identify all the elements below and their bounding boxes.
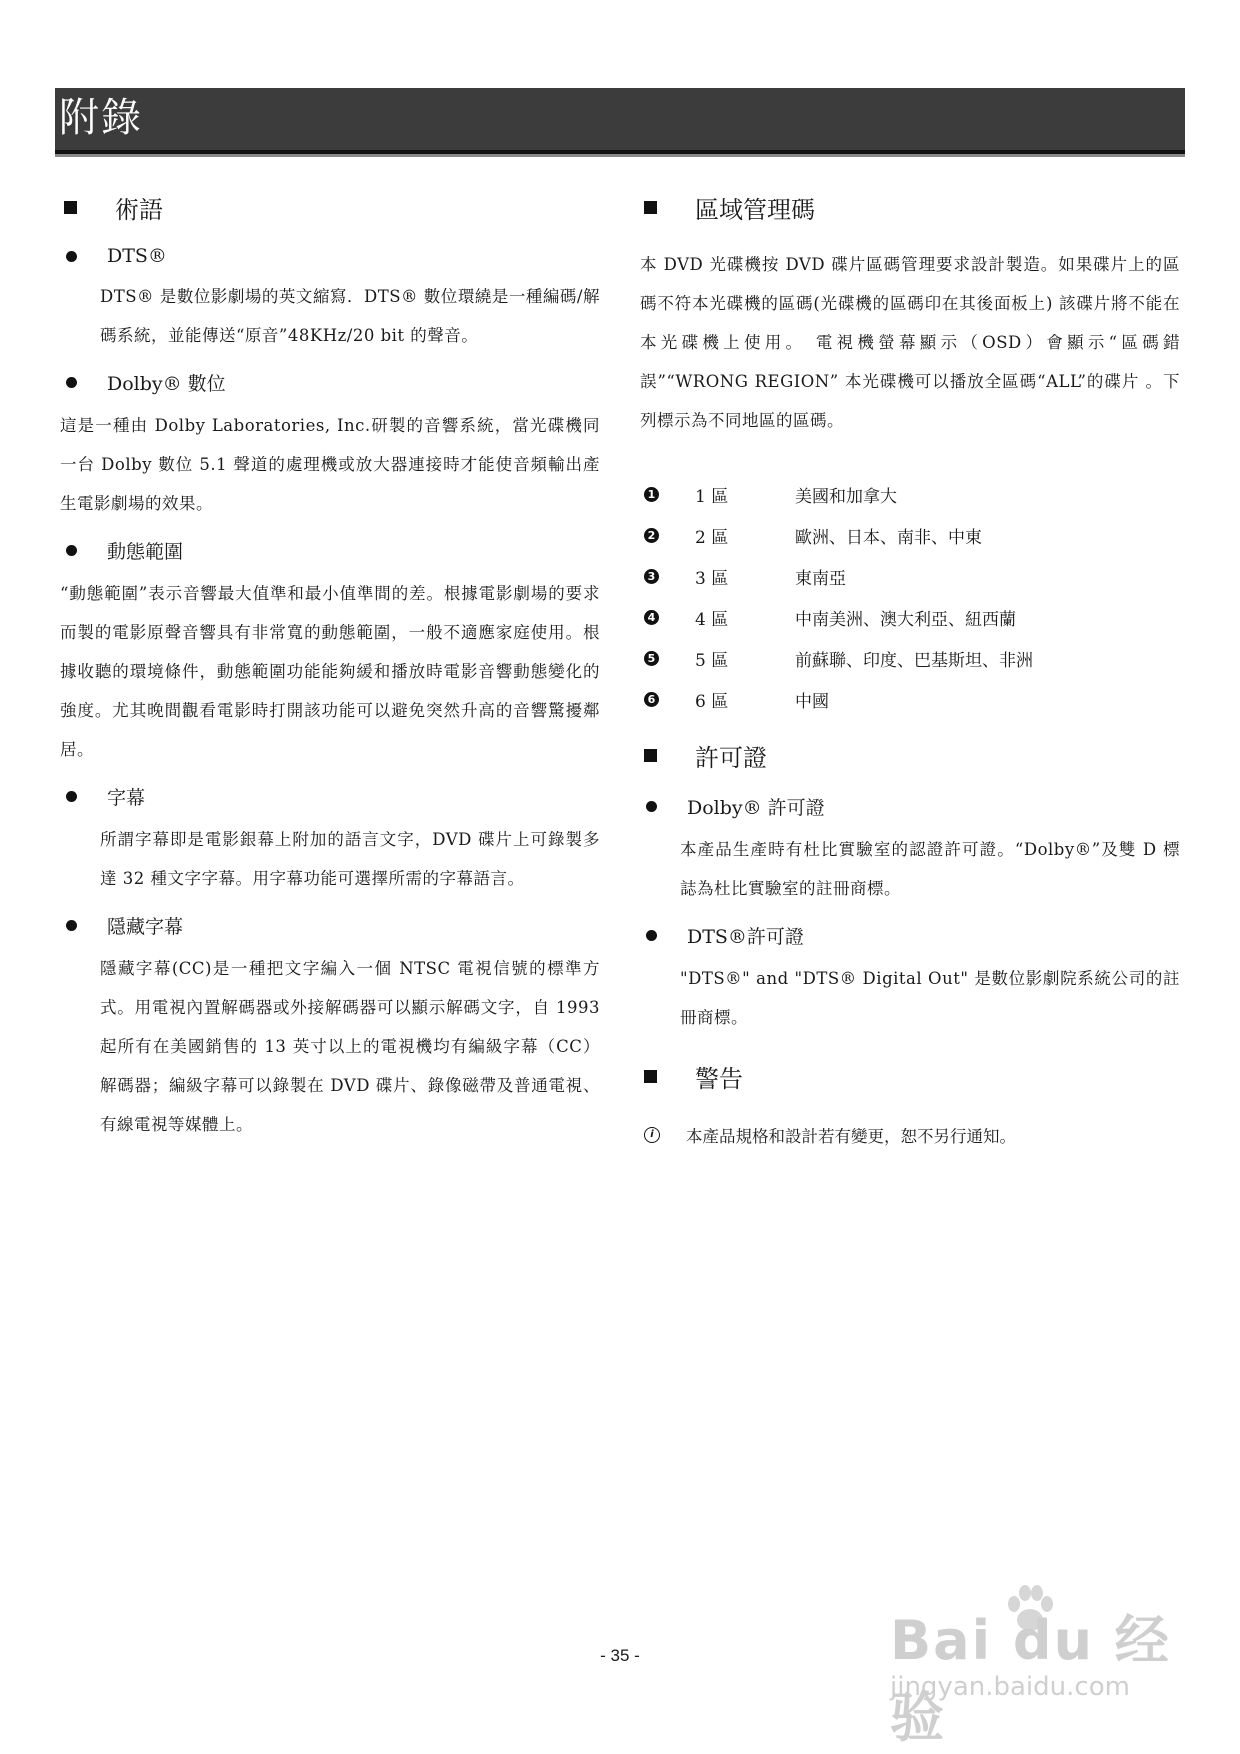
item-title: 字幕 xyxy=(107,787,146,809)
item-title: DTS® xyxy=(107,245,167,267)
round-bullet-icon xyxy=(66,920,77,931)
warning-row xyxy=(640,1114,1180,1155)
license-item-dolby xyxy=(640,793,1180,908)
item-text: “動態範圍”表示音響最大值準和最小值準間的差。根據電影劇場的要求而製的電影原聲音響具有非常寬的動態範圍，一般不適應家庭使用。根據收聽的環境條件，動態範圍功能能夠緩和播放時電影音響動態變化的強度。尤其晚間觀看電影時打開該功能可以避免突然升高的音響驚擾鄰居。 xyxy=(60,584,600,759)
item-text: 本產品生產時有杜比實驗室的認證許可證。“Dolby®”及雙 D 標誌為杜比實驗室的註冊商標。 xyxy=(680,840,1180,898)
item-text: 所謂字幕即是電影銀幕上附加的語言文字，DVD 碟片上可錄製多達 32 種文字字幕。用字幕功能可選擇所需的字幕語言。 xyxy=(100,830,600,888)
region-heading: 區域管理碼 xyxy=(640,190,1180,225)
glossary-item-subtitle xyxy=(60,783,600,898)
round-bullet-icon xyxy=(66,791,77,802)
square-bullet-icon xyxy=(644,201,657,214)
list-item: 6 6 區 中國 xyxy=(640,679,1180,720)
watermark-main: Bai du 经验 xyxy=(890,1609,1171,1749)
list-item: 1 1 區 美國和加拿大 xyxy=(640,474,1180,515)
left-column xyxy=(60,190,600,1144)
page-title: 附錄 xyxy=(59,95,143,141)
glossary-item-closed-caption xyxy=(60,912,600,1144)
list-item: 2 2 區 歐洲、日本、南非、中東 xyxy=(640,515,1180,556)
number-6-icon: 6 xyxy=(644,692,659,707)
right-column xyxy=(640,190,1180,1155)
page-number: - 35 - xyxy=(600,1646,640,1665)
round-bullet-icon xyxy=(66,377,77,388)
item-title: DTS®許可證 xyxy=(687,926,804,948)
item-title: Dolby® 許可證 xyxy=(687,797,825,819)
item-title: Dolby® 數位 xyxy=(107,373,226,395)
square-bullet-icon xyxy=(644,749,657,762)
number-4-icon: 4 xyxy=(644,610,659,625)
glossary-item-dts xyxy=(60,245,600,355)
item-text: "DTS®" and "DTS® Digital Out" 是數位影劇院系統公司的註冊商標。 xyxy=(680,969,1180,1027)
info-icon: i xyxy=(644,1127,660,1143)
header-bar xyxy=(55,88,1185,154)
list-item: 3 3 區 東南亞 xyxy=(640,556,1180,597)
warning-heading: 警告 xyxy=(640,1059,1180,1094)
number-5-icon: 5 xyxy=(644,651,659,666)
license-heading: 許可證 xyxy=(640,738,1180,773)
item-text: DTS® 是數位影劇場的英文縮寫．DTS® 數位環繞是一種編碼/解碼系統，並能傳送“原音”48KHz/20 bit 的聲音。 xyxy=(100,287,600,345)
license-item-dts xyxy=(640,922,1180,1037)
item-title: 隱藏字幕 xyxy=(107,916,184,938)
glossary-heading: 術語 xyxy=(60,190,600,225)
item-text: 隱藏字幕(CC)是一種把文字編入一個 NTSC 電視信號的標準方式。用電視內置解碼器或外接解碼器可以顯示解碼文字，自 1993 起所有在美國銷售的 13 英寸以上的電視機均有編級字幕（CC）解碼器；編級字幕可以錄製在 DVD 碟片、錄像磁帶及普通電視、有線電視等媒體上。 xyxy=(100,959,600,1134)
baidu-watermark xyxy=(880,1580,1180,1749)
number-2-icon: 2 xyxy=(644,528,659,543)
number-3-icon: 3 xyxy=(644,569,659,584)
square-bullet-icon xyxy=(64,201,77,214)
glossary-item-dolby xyxy=(60,369,600,523)
list-item: 4 4 區 中南美洲、澳大利亞、紐西蘭 xyxy=(640,597,1180,638)
glossary-item-dynamic-range xyxy=(60,537,600,769)
region-text: 本 DVD 光碟機按 DVD 碟片區碼管理要求設計製造。如果碟片上的區碼不符本光碟機的區碼(光碟機的區碼印在其後面板上) 該碟片將不能在本光碟機上使用。 電視機螢幕顯示（OSD）會顯示“區碼錯誤”“WRONG REGION” 本光碟機可以播放全區碼“ALL”的碟片 。下列標示為不同地區的區碼。 xyxy=(640,255,1180,430)
region-list xyxy=(640,474,1180,720)
warning-text: 本產品規格和設計若有變更，恕不另行通知。 xyxy=(686,1126,1016,1146)
list-item: 5 5 區 前蘇聯、印度、巴基斯坦、非洲 xyxy=(640,638,1180,679)
number-1-icon: 1 xyxy=(644,487,659,502)
item-text: 這是一種由 Dolby Laboratories, Inc.研製的音響系統，當光碟機同一台 Dolby 數位 5.1 聲道的處理機或放大器連接時才能使音頻輸出產生電影劇場的效果。 xyxy=(60,416,600,513)
round-bullet-icon xyxy=(646,930,657,941)
round-bullet-icon xyxy=(646,801,657,812)
item-title: 動態範圍 xyxy=(107,541,184,563)
round-bullet-icon xyxy=(66,545,77,556)
square-bullet-icon xyxy=(644,1070,657,1083)
watermark-url: jingyan.baidu.com xyxy=(890,1672,1130,1702)
round-bullet-icon xyxy=(66,251,77,262)
